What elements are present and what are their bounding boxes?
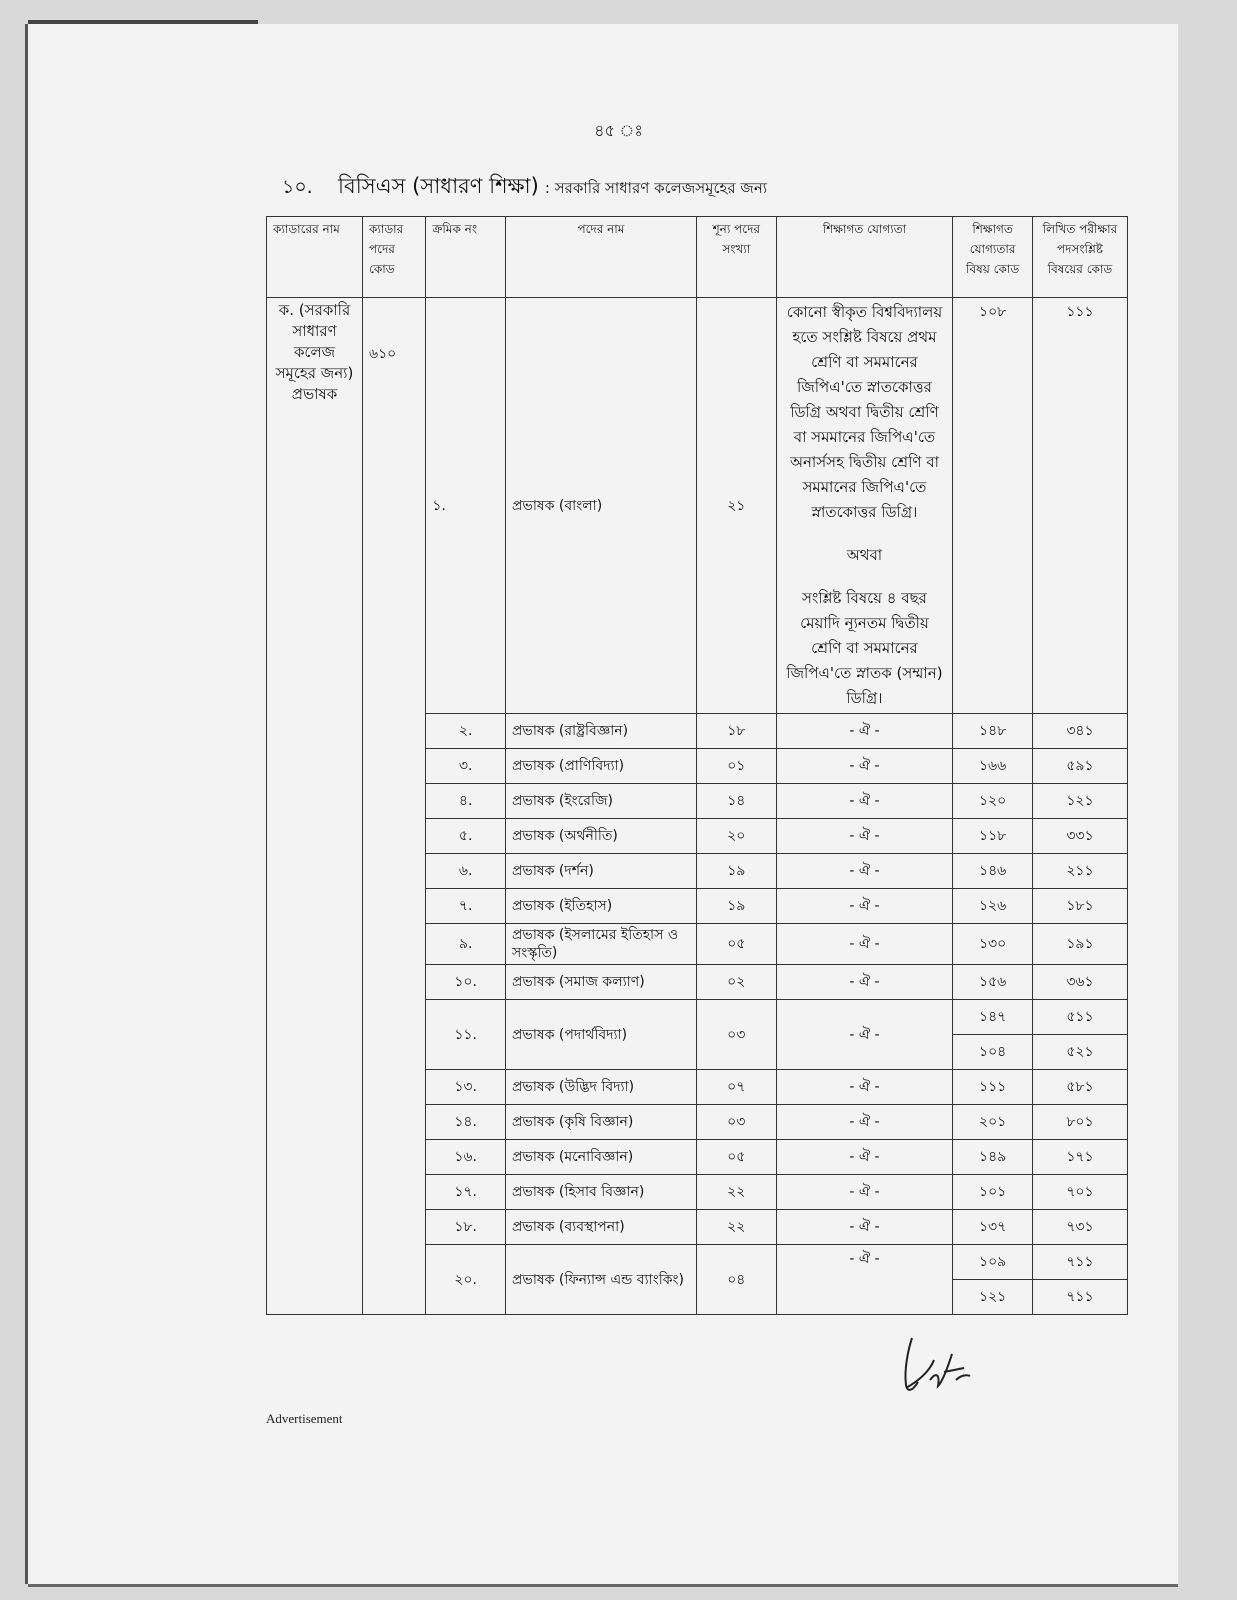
exam-code-cell: ৫৯১ xyxy=(1032,749,1127,784)
qualification-cell xyxy=(776,298,953,714)
post-cell: প্রভাষক (ইসলামের ইতিহাস ও সংস্কৃতি) xyxy=(505,924,696,965)
vacancy-cell: ২২ xyxy=(696,1175,776,1210)
serial-cell: ১১. xyxy=(426,1000,506,1070)
qualification-cell: - ঐ - xyxy=(776,819,953,854)
exam-code-cell: ৫৮১ xyxy=(1032,1070,1127,1105)
post-cell: প্রভাষক (অর্থনীতি) xyxy=(505,819,696,854)
vacancy-cell: ১৪ xyxy=(696,784,776,819)
edu-code-cell: ২০১ xyxy=(953,1105,1033,1140)
vacancy-cell: ০২ xyxy=(696,965,776,1000)
post-cell: প্রভাষক (পদার্থবিদ্যা) xyxy=(505,1000,696,1070)
vacancy-cell: ০৩ xyxy=(696,1000,776,1070)
post-cell: প্রভাষক (ব্যবস্থাপনা) xyxy=(505,1210,696,1245)
qualification-cell: - ঐ - xyxy=(776,1070,953,1105)
serial-cell: ১০. xyxy=(426,965,506,1000)
qualification-cell: - ঐ - xyxy=(776,854,953,889)
vacancy-cell: ১৯ xyxy=(696,854,776,889)
serial-cell: ৩. xyxy=(426,749,506,784)
exam-code-cell: ১৮১ xyxy=(1032,889,1127,924)
edu-code-cell: ১৩০ xyxy=(953,924,1033,965)
serial-cell: ৯. xyxy=(426,924,506,965)
edu-code-cell: ১০৯ xyxy=(953,1245,1033,1280)
section-subtitle: : সরকারি সাধারণ কলেজসমূহের জন্য xyxy=(544,179,768,197)
post-cell: প্রভাষক (রাষ্ট্রবিজ্ঞান) xyxy=(505,714,696,749)
edu-code-cell: ১০১ xyxy=(953,1175,1033,1210)
post-cell: প্রভাষক (ফিন্যান্স এন্ড ব্যাংকিং) xyxy=(505,1245,696,1315)
table-header-row xyxy=(267,217,1128,298)
section-heading xyxy=(282,170,767,205)
post-cell: প্রভাষক (মনোবিজ্ঞান) xyxy=(505,1140,696,1175)
edu-code-cell: ১৩৭ xyxy=(953,1210,1033,1245)
exam-code-cell: ৭৩১ xyxy=(1032,1210,1127,1245)
table-row xyxy=(267,298,1128,714)
col-header: ক্যাডারের নাম xyxy=(267,217,363,298)
edu-code-cell: ১৪৭ xyxy=(953,1000,1033,1035)
edu-code-cell: ১৬৬ xyxy=(953,749,1033,784)
exam-code-cell: ১২১ xyxy=(1032,784,1127,819)
qualification-or: অথবা xyxy=(846,546,883,564)
qualification-cell: - ঐ - xyxy=(776,1140,953,1175)
serial-cell: ১৩. xyxy=(426,1070,506,1105)
qualification-cell: - ঐ - xyxy=(776,1175,953,1210)
vacancy-cell: ১৮ xyxy=(696,714,776,749)
serial-cell: ১৮. xyxy=(426,1210,506,1245)
footer-label: Advertisement xyxy=(266,1411,343,1426)
exam-code-cell: ৩৬১ xyxy=(1032,965,1127,1000)
qualification-text-alt: সংশ্লিষ্ট বিষয়ে ৪ বছর মেয়াদি ন্যূনতম দ্বিতীয় শ্রেণি বা সমমানের জিপিএ'তে স্নাতক (সম্মান) ডিগ্রি। xyxy=(786,589,943,707)
qualification-cell: - ঐ - xyxy=(776,714,953,749)
serial-cell: ১৪. xyxy=(426,1105,506,1140)
edu-code-cell: ১৪৯ xyxy=(953,1140,1033,1175)
exam-code-cell: ৭০১ xyxy=(1032,1175,1127,1210)
serial-cell: ৭. xyxy=(426,889,506,924)
serial-cell: ১৬. xyxy=(426,1140,506,1175)
post-cell: প্রভাষক (সমাজ কল্যাণ) xyxy=(505,965,696,1000)
qualification-text: কোনো স্বীকৃত বিশ্ববিদ্যালয় হতে সংশ্লিষ্ট বিষয়ে প্রথম শ্রেণি বা সমমানের জিপিএ'তে স্নাতকোত্তর ডিগ্রি অথবা দ্বিতীয় শ্রেণি বা সমমানের জিপিএ'তে অনার্সসহ দ্বিতীয় শ্রেণি বা সমমানের জিপিএ'তে স্নাতকোত্তর ডিগ্রি। xyxy=(786,303,943,521)
cadre-code-cell: ৬১০ xyxy=(363,298,426,1315)
qualification-cell: - ঐ - xyxy=(776,784,953,819)
serial-cell: ১৭. xyxy=(426,1175,506,1210)
qualification-cell: - ঐ - xyxy=(776,1000,953,1070)
edu-code-cell: ১০৮ xyxy=(953,298,1033,714)
qualification-cell: - ঐ - xyxy=(776,965,953,1000)
exam-code-cell: ১১১ xyxy=(1032,298,1127,714)
edu-code-cell: ১৪৬ xyxy=(953,854,1033,889)
post-cell: প্রভাষক (ইতিহাস) xyxy=(505,889,696,924)
col-header: ক্যাডার পদের কোড xyxy=(363,217,426,298)
exam-code-cell: ২১১ xyxy=(1032,854,1127,889)
edu-code-cell: ১৪৮ xyxy=(953,714,1033,749)
signature-icon xyxy=(900,1330,980,1400)
exam-code-cell: ৭১১ xyxy=(1032,1245,1127,1280)
col-header: পদের নাম xyxy=(505,217,696,298)
section-title: বিসিএস (সাধারণ শিক্ষা) xyxy=(338,174,539,198)
col-header: শিক্ষাগত যোগ্যতা xyxy=(776,217,953,298)
vacancy-cell: ২১ xyxy=(696,298,776,714)
cadre-name-cell: ক. (সরকারি সাধারণ কলেজ সমূহের জন্য) প্রভাষক xyxy=(267,298,363,1315)
exam-code-cell: ৩৪১ xyxy=(1032,714,1127,749)
edu-code-cell: ১০৪ xyxy=(953,1035,1033,1070)
col-header: শিক্ষাগত যোগ্যতার বিষয় কোড xyxy=(953,217,1033,298)
qualification-cell: - ঐ - xyxy=(776,924,953,965)
exam-code-cell: ১৯১ xyxy=(1032,924,1127,965)
vacancy-cell: ০৪ xyxy=(696,1245,776,1315)
serial-cell: ২০. xyxy=(426,1245,506,1315)
serial-cell: ৫. xyxy=(426,819,506,854)
edu-code-cell: ১২৬ xyxy=(953,889,1033,924)
exam-code-cell: ৫২১ xyxy=(1032,1035,1127,1070)
section-number: ১০. xyxy=(282,176,313,198)
edu-code-cell: ১১১ xyxy=(953,1070,1033,1105)
qualification-cell: - ঐ - xyxy=(776,749,953,784)
edu-code-cell: ১১৮ xyxy=(953,819,1033,854)
serial-cell: ৬. xyxy=(426,854,506,889)
qualification-cell: - ঐ - xyxy=(776,1105,953,1140)
qualification-cell: - ঐ - xyxy=(776,1245,953,1315)
vacancy-cell: ০৩ xyxy=(696,1105,776,1140)
post-cell: প্রভাষক (বাংলা) xyxy=(505,298,696,714)
col-header: শূন্য পদের সংখ্যা xyxy=(696,217,776,298)
post-cell: প্রভাষক (প্রাণিবিদ্যা) xyxy=(505,749,696,784)
post-cell: প্রভাষক (দর্শন) xyxy=(505,854,696,889)
edu-code-cell: ১৫৬ xyxy=(953,965,1033,1000)
edu-code-cell: ১২০ xyxy=(953,784,1033,819)
exam-code-cell: ৩৩১ xyxy=(1032,819,1127,854)
col-header: ক্রমিক নং xyxy=(426,217,506,298)
vacancy-cell: ০৫ xyxy=(696,1140,776,1175)
serial-cell: ১. xyxy=(426,298,506,714)
vacancy-cell: ১৯ xyxy=(696,889,776,924)
post-cell: প্রভাষক (হিসাব বিজ্ঞান) xyxy=(505,1175,696,1210)
vacancy-cell: ০৭ xyxy=(696,1070,776,1105)
qualification-cell: - ঐ - xyxy=(776,1210,953,1245)
qualification-cell: - ঐ - xyxy=(776,889,953,924)
serial-cell: ৪. xyxy=(426,784,506,819)
vacancy-cell: ০১ xyxy=(696,749,776,784)
col-header: লিখিত পরীক্ষার পদসংশ্লিষ্ট বিষয়ের কোড xyxy=(1032,217,1127,298)
exam-code-cell: ৫১১ xyxy=(1032,1000,1127,1035)
post-cell: প্রভাষক (উদ্ভিদ বিদ্যা) xyxy=(505,1070,696,1105)
post-cell: প্রভাষক (ইংরেজি) xyxy=(505,784,696,819)
exam-code-cell: ৭১১ xyxy=(1032,1280,1127,1315)
page-number: ৪৫ ঃ xyxy=(594,121,643,140)
post-cell: প্রভাষক (কৃষি বিজ্ঞান) xyxy=(505,1105,696,1140)
exam-code-cell: ১৭১ xyxy=(1032,1140,1127,1175)
vacancy-cell: ০৫ xyxy=(696,924,776,965)
edu-code-cell: ১২১ xyxy=(953,1280,1033,1315)
vacancy-cell: ২০ xyxy=(696,819,776,854)
exam-code-cell: ৮০১ xyxy=(1032,1105,1127,1140)
vacancy-table xyxy=(266,216,1128,1315)
vacancy-cell: ২২ xyxy=(696,1210,776,1245)
serial-cell: ২. xyxy=(426,714,506,749)
